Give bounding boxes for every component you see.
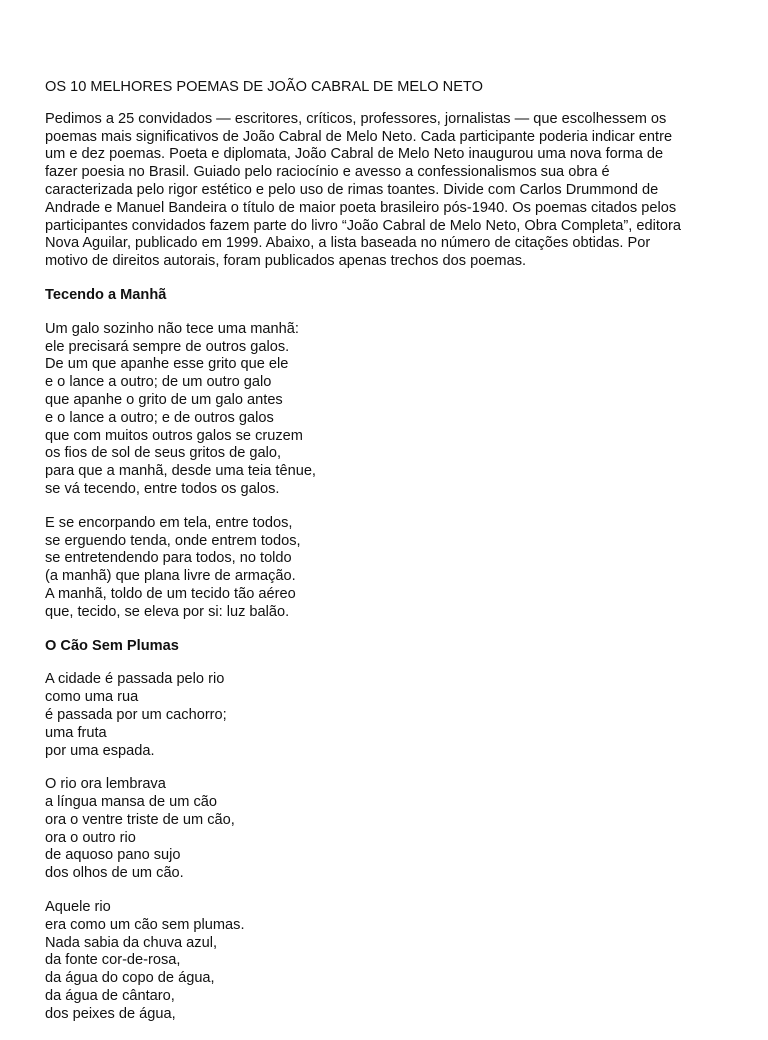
poem-line: O rio ora lembrava — [45, 776, 166, 793]
intro-line: motivo de direitos autorais, foram publicados apenas trechos dos poemas. — [45, 253, 527, 270]
poem-line: se vá tecendo, entre todos os galos. — [45, 480, 280, 497]
poem-line: para que a manhã, desde uma teia tênue, — [45, 463, 316, 480]
document-title: OS 10 MELHORES POEMAS DE JOÃO CABRAL DE MELO NETO — [45, 79, 483, 95]
poem-line: os fios de sol de seus gritos de galo, — [45, 445, 282, 462]
poem-line: que, tecido, se eleva por si: luz balão. — [45, 603, 290, 620]
poem-stanza — [45, 515, 735, 622]
poem-line: se erguendo tenda, onde entrem todos, — [45, 532, 301, 549]
intro-line: participantes convidados fazem parte do livro “João Cabral de Melo Neto, Obra Completa”, editora — [45, 217, 681, 234]
intro-line: fazer poesia no Brasil. Guiado pelo raciocínio e avesso a confessionalismos sua obra é — [45, 164, 610, 181]
poem-line: dos olhos de um cão. — [45, 865, 184, 882]
poem-line: ora o ventre triste de um cão, — [45, 811, 235, 828]
poem-line: era como um cão sem plumas. — [45, 916, 245, 933]
poem-stanza — [45, 671, 735, 760]
poem-line: e o lance a outro; de um outro galo — [45, 374, 272, 391]
poem-line: dos peixes de água, — [45, 1005, 176, 1022]
intro-line: poemas mais significativos de João Cabral de Melo Neto. Cada participante poderia indicar entre — [45, 128, 673, 145]
poem-line: da água do copo de água, — [45, 970, 215, 987]
poem-line: da fonte cor-de-rosa, — [45, 952, 181, 969]
poem-line: (a manhã) que plana livre de armação. — [45, 568, 296, 585]
intro-line: caracterizada pelo rigor estético e pelo uso de rimas toantes. Divide com Carlos Drummond de — [45, 181, 659, 198]
poem-line: de aquoso pano sujo — [45, 847, 181, 864]
poem-line: E se encorpando em tela, entre todos, — [45, 514, 293, 531]
poem-line: que com muitos outros galos se cruzem — [45, 427, 303, 444]
intro-line: Nova Aguilar, publicado em 1999. Abaixo, a lista baseada no número de citações obtidas. Por — [45, 235, 651, 252]
poem-stanza — [45, 776, 735, 883]
poem-line: A cidade é passada pelo rio — [45, 671, 225, 688]
poem-title: O Cão Sem Plumas — [45, 637, 179, 654]
document-page — [45, 79, 735, 1040]
poem-line: uma fruta — [45, 724, 107, 741]
poem-line: e o lance a outro; e de outros galos — [45, 409, 274, 426]
poem-line: A manhã, toldo de um tecido tão aéreo — [45, 585, 296, 602]
poem-title: Tecendo a Manhã — [45, 286, 167, 303]
poem-line: como uma rua — [45, 689, 139, 706]
intro-line: Andrade e Manuel Bandeira o título de maior poeta brasileiro pós-1940. Os poemas citados pelos — [45, 199, 677, 216]
poem-line: a língua mansa de um cão — [45, 794, 217, 811]
poem-line: Um galo sozinho não tece uma manhã: — [45, 320, 299, 337]
poem-line: se entretendendo para todos, no toldo — [45, 550, 292, 567]
poem-line: da água de cântaro, — [45, 988, 175, 1005]
poem-line: que apanhe o grito de um galo antes — [45, 391, 283, 408]
poem-line: ora o outro rio — [45, 829, 136, 846]
poem-line: ele precisará sempre de outros galos. — [45, 338, 290, 355]
poem-line: Nada sabia da chuva azul, — [45, 934, 217, 951]
poem-line: De um que apanhe esse grito que ele — [45, 356, 289, 373]
poem-line: é passada por um cachorro; — [45, 706, 227, 723]
intro-line: Pedimos a 25 convidados — escritores, críticos, professores, jornalistas — que escolhessem os — [45, 110, 667, 127]
poem-line: por uma espada. — [45, 742, 155, 759]
poem-stanza — [45, 899, 735, 1024]
poem-line: Aquele rio — [45, 899, 111, 916]
intro-line: um e dez poemas. Poeta e diplomata, João Cabral de Melo Neto inaugurou uma nova forma de — [45, 146, 664, 163]
poem-stanza — [45, 321, 735, 499]
intro-paragraph — [45, 111, 735, 271]
